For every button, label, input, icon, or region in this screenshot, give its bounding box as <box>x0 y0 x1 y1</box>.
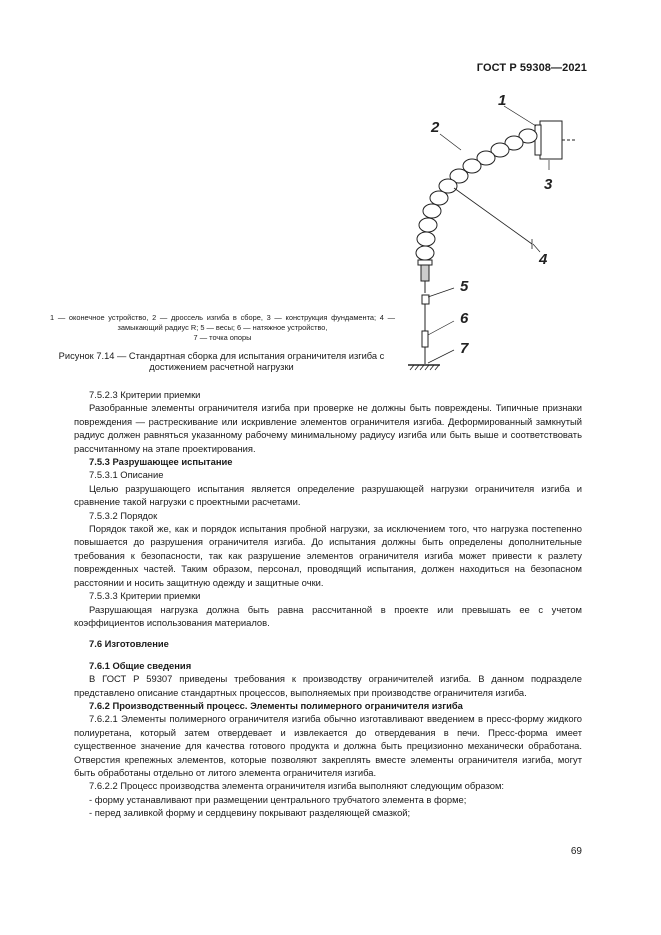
list-item: - форму устанавливают при размещении центрального трубчатого элемента в форме; <box>89 793 467 805</box>
section-7-6-1-title: 7.6.1 Общие сведения <box>89 659 192 671</box>
section-7-5-2-3-title: 7.5.2.3 Критерии приемки <box>89 389 201 400</box>
section-7-5-3-2-title: 7.5.3.2 Порядок <box>89 509 158 521</box>
page-number: 69 <box>570 846 582 857</box>
main-text <box>74 388 582 820</box>
callout-6: 6 <box>460 310 469 327</box>
paragraph: В ГОСТ Р 59307 приведены требования к производству ограничителей изгиба. В данном подразделе представлено описание стандартных процессов, выполняемых при производстве ограничителя изгиба. <box>74 673 582 698</box>
callout-4: 4 <box>539 251 548 268</box>
paragraph: 7.6.2.1 Элементы полимерного ограничителя изгиба обычно изготавливают введением в пресс-форму жидкого полиуретана, который затем отвердевает и извлекается до отвердевания в печи. Пресс-форма имеет существенное значение для качества готового продукта и должна быть прецизионно механически обработана. Отверстия крепежных элементов, которые позволяют закреплять вместе элементы ограничителя изгиба, могут быть обработаны отдельно от литого элемента ограничителя изгиба. <box>74 713 582 778</box>
paragraph: Разобранные элементы ограничителя изгиба при проверке не должны быть повреждены. Типичные признаки повреждения — растрескивание или искривление элементов ограничителя изгиба. Деформированный замкнутый радиус должен равняться указанному рабочему минимальному радиусу изгиба или быть выше и соответствовать рассчитанному на этапе проектирования. <box>74 402 582 454</box>
bend-restrictor-test-figure <box>404 88 584 378</box>
callout-2: 2 <box>431 119 440 136</box>
paragraph: 7.6.2.2 Процесс производства элемента ограничителя изгиба выполняют следующим образом: <box>89 780 505 792</box>
tensioning-device-shape <box>422 331 428 347</box>
section-7-6-2-title: 7.6.2 Производственный процесс. Элементы полимерного ограничителя изгиба <box>89 699 463 711</box>
callout-5: 5 <box>460 278 469 295</box>
section-7-5-3-1-title: 7.5.3.1 Описание <box>89 469 164 481</box>
radius-line <box>454 188 532 244</box>
section-7-5-3-3-title: 7.5.3.3 Критерии приемки <box>89 590 201 602</box>
end-fitting-shape <box>540 121 562 159</box>
bend-restrictor-elements <box>416 129 537 265</box>
section-7-6-title: 7.6 Изготовление <box>89 638 169 650</box>
list-item: - перед заливкой форму и сердцевину покрывают разделяющей смазкой; <box>89 807 411 819</box>
paragraph: Целью разрушающего испытания является определение разрушающей нагрузки ограничителя изгиба и сравнение такой нагрузки с проектными расчетами. <box>74 482 582 508</box>
callout-7: 7 <box>460 340 469 357</box>
figure-legend-line-2: 7 — точка опоры <box>193 333 252 342</box>
paragraph: Порядок такой же, как и порядок испытания пробной нагрузки, за исключением того, что нагрузка постепенно повышается до разрушения ограничителя изгиба. До испытания должны быть определены дополнительные требования к безопасности, так как разрушение элементов ограничителя изгиба может привести к разлету поврежденных частей. Таким образом, персонал, проводящий испытания, должен находиться на безопасном расстоянии и носить защитную одежду и защитные очки. <box>74 523 582 588</box>
figure-legend-line-1: 1 — оконечное устройство, 2 — дроссель изгиба в сборе, 3 — конструкция фундамента; 4 — замыкающий радиус R; 5 — весы; 6 — натяжное устройство, <box>50 313 395 332</box>
section-7-5-3-title: 7.5.3 Разрушающее испытание <box>89 456 233 468</box>
figure-drawing <box>404 88 584 378</box>
figure-legend <box>50 313 395 343</box>
paragraph: Разрушающая нагрузка должна быть равна рассчитанной в проекте или превышать ее с учетом коэффициентов использования материалов. <box>74 603 582 628</box>
callout-3: 3 <box>544 176 553 193</box>
document-header: ГОСТ Р 59308—2021 <box>476 62 587 74</box>
callout-1: 1 <box>498 92 507 109</box>
scales-shape <box>422 295 429 304</box>
figure-caption: Рисунок 7.14 — Стандартная сборка для испытания ограничителя изгиба с достижением расчетной нагрузки <box>58 351 385 372</box>
